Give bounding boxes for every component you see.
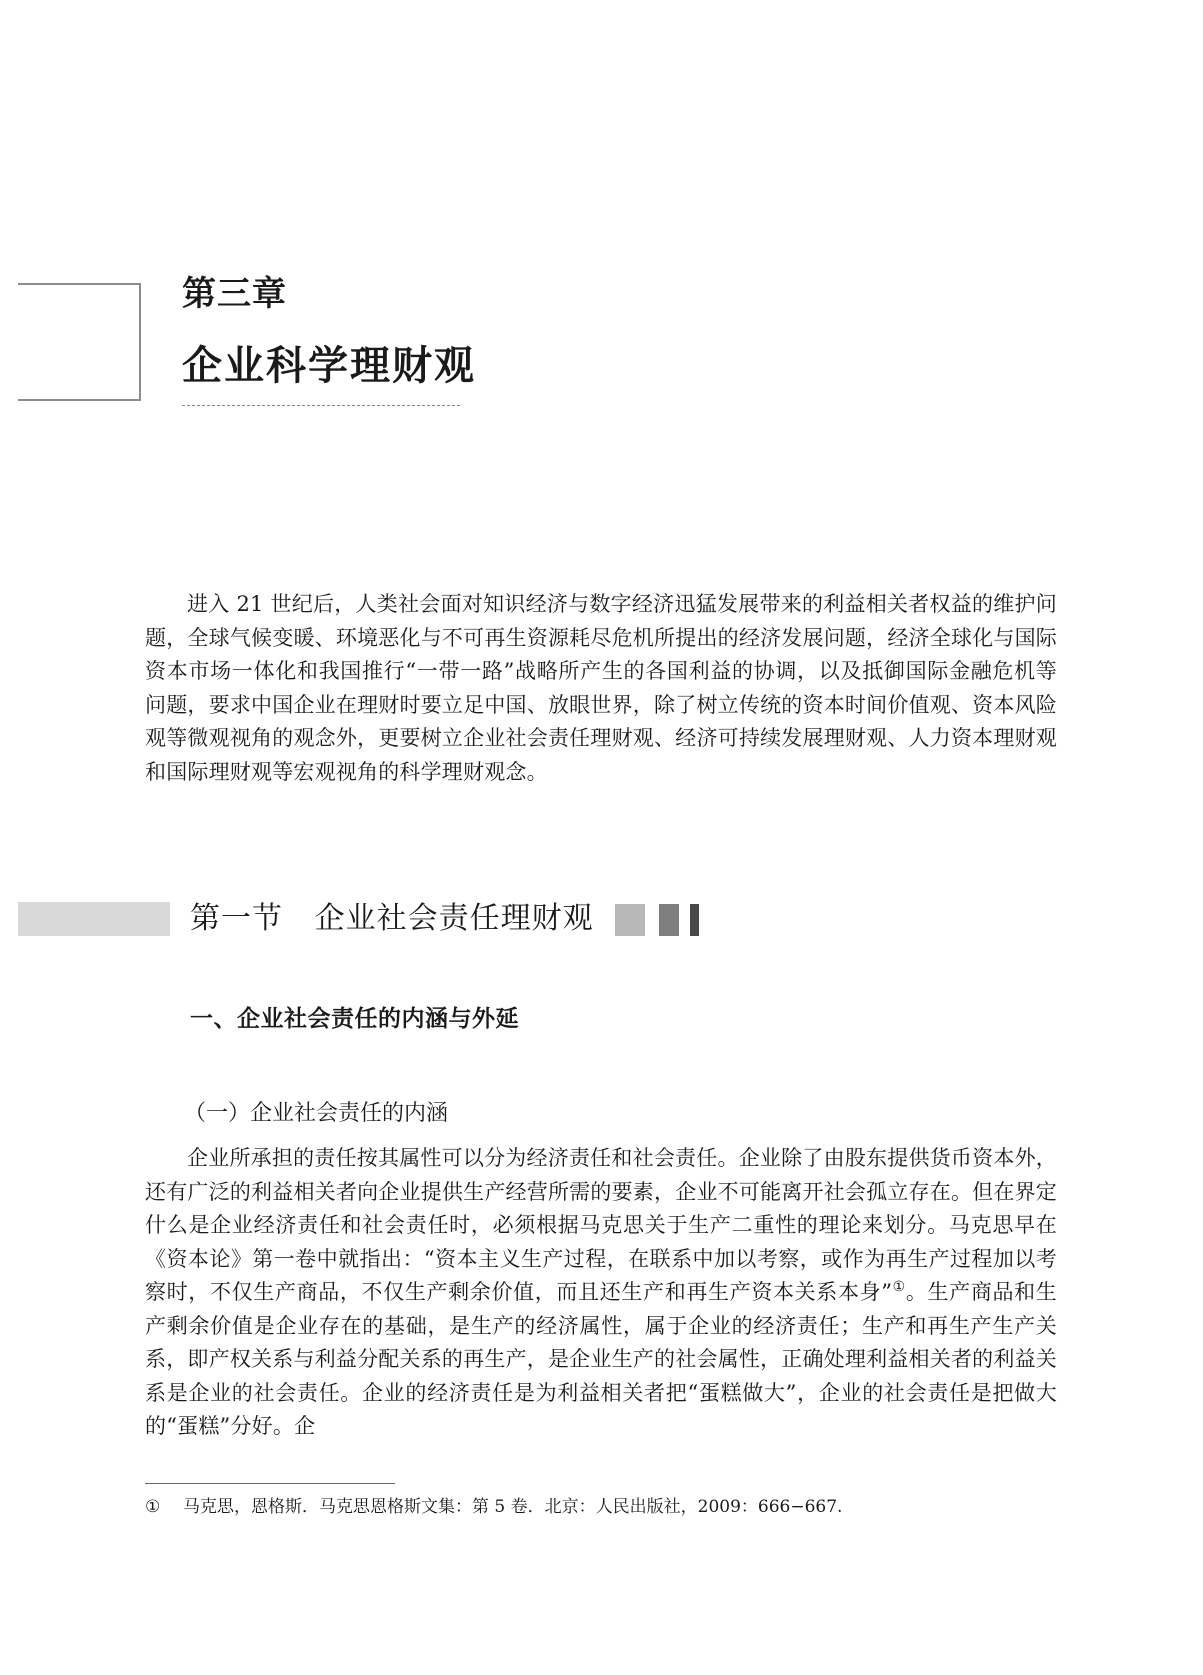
chapter-title: 企业科学理财观 xyxy=(182,343,476,389)
section-title xyxy=(190,898,594,940)
section-decoration-block xyxy=(690,904,699,936)
section-name: 企业社会责任理财观 xyxy=(314,901,594,936)
footnote-marker: ① xyxy=(145,1497,161,1517)
chapter-bracket-decoration xyxy=(18,283,141,401)
chapter-title-rule xyxy=(182,405,460,406)
intro-paragraph: 进入 21 世纪后，人类社会面对知识经济与数字经济迅猛发展带来的利益相关者权益的维护问题，全球气候变暖、环境恶化与不可再生资源耗尽危机所提出的经济发展问题，经济全球化与国际资本市场一体化和我国推行“一带一路”战略所产生的各国利益的协调，以及抵御国际金融危机等问题，要求中国企业在理财时要立足中国、放眼世界，除了树立传统的资本时间价值观、资本风险观等微观视角的观念外，更要树立企业社会责任理财观、经济可持续发展理财观、人力资本理财观和国际理财观等宏观视角的科学理财观念。 xyxy=(145,592,1057,784)
section-decoration-block xyxy=(615,904,645,936)
body-text-part-2: 。生产商品和生产剩余价值是企业存在的基础，是生产的经济属性，属于企业的经济责任；生产和再生产生产关系，即产权关系与利益分配关系的再生产，是企业生产的社会属性，正确处理利益相关者的利益关系是企业的社会责任。企业的经济责任是为利益相关者把“蛋糕做大”，企业的社会责任是把做大的“蛋糕”分好。企 xyxy=(145,1280,1058,1438)
body-text-part-1: 企业所承担的责任按其属性可以分为经济责任和社会责任。企业除了由股东提供货币资本外，还有广泛的利益相关者向企业提供生产经营所需的要素，企业不可能离开社会孤立存在。但在界定什么是企业经济责任和社会责任时，必须根据马克思关于生产二重性的理论来划分。马克思早在《资本论》第一卷中就指出：“资本主义生产过程，在联系中加以考察，或作为再生产过程加以考察时，不仅生产商品，不仅生产剩余价值，而且还生产和再生产资本关系本身” xyxy=(145,1146,1057,1304)
section-decoration-block xyxy=(659,904,679,936)
section-number: 第一节 xyxy=(190,901,283,936)
footnote-separator xyxy=(145,1483,395,1484)
subsection-heading: 一、企业社会责任的内涵与外延 xyxy=(190,1006,519,1032)
body-paragraph xyxy=(145,1142,1057,1444)
chapter-label: 第三章 xyxy=(182,274,287,314)
footnote-text: 马克思，恩格斯．马克思恩格斯文集：第 5 卷．北京：人民出版社，2009：666−667. xyxy=(183,1497,843,1517)
footnote xyxy=(145,1494,1057,1520)
section-header-bar xyxy=(18,902,170,936)
footnote-reference[interactable]: ① xyxy=(892,1279,906,1295)
sub-subsection-heading: （一）企业社会责任的内涵 xyxy=(184,1101,449,1126)
